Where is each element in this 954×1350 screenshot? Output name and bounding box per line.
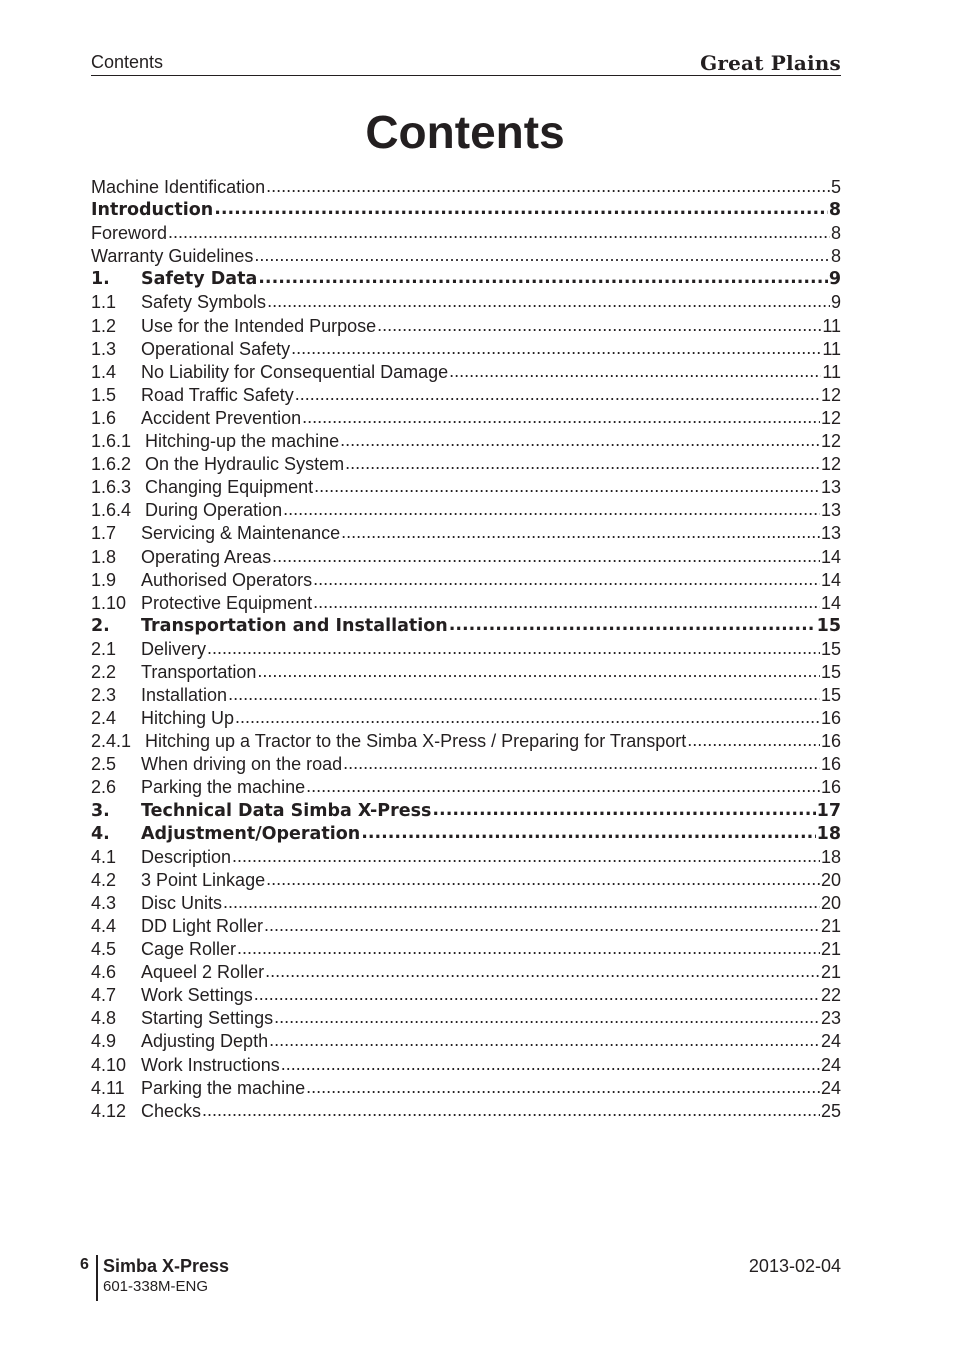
dot-leader — [272, 545, 820, 568]
dot-leader — [228, 683, 820, 706]
footer-divider — [96, 1255, 98, 1301]
toc-entry[interactable] — [91, 661, 841, 684]
toc-entry-title: Technical Data Simba X-Press — [141, 800, 432, 821]
dot-leader — [313, 568, 820, 591]
toc-entry-title: Changing Equipment — [145, 477, 314, 498]
toc-entry-number: 2.4 — [91, 708, 117, 729]
toc-entry-page: 16 — [820, 708, 841, 729]
dot-leader — [281, 1053, 820, 1076]
dot-leader — [449, 360, 821, 383]
toc-entry-title: Authorised Operators — [141, 569, 313, 590]
toc-entry-page: 21 — [820, 939, 841, 960]
toc-entry-title: Servicing & Maintenance — [141, 523, 341, 544]
toc-entry[interactable] — [91, 569, 841, 592]
toc-entry-number: 1.9 — [91, 569, 117, 590]
toc-entry-page: 11 — [822, 338, 841, 359]
toc-entry-number: 1.6.1 — [91, 431, 132, 452]
toc-entry[interactable] — [91, 407, 841, 430]
toc-entry-title: Hitching-up the machine — [145, 431, 340, 452]
toc-entry-number: 2.1 — [91, 638, 117, 659]
toc-entry-title: Description — [141, 846, 232, 867]
toc-entry-number: 2.3 — [91, 685, 117, 706]
toc-entry[interactable] — [91, 823, 841, 846]
toc-entry[interactable] — [91, 800, 841, 823]
toc-entry-page: 12 — [820, 431, 841, 452]
toc-entry-number: 4.1 — [91, 846, 117, 867]
footer-date: 2013-02-04 — [748, 1256, 841, 1276]
toc-entry-number: 4.7 — [91, 985, 117, 1006]
dot-leader — [254, 983, 820, 1006]
toc-entry[interactable] — [91, 430, 841, 453]
toc-entry-title: Operating Areas — [141, 546, 272, 567]
toc-entry-title: Hitching Up — [141, 708, 235, 729]
toc-entry-number: 1.5 — [91, 384, 117, 405]
toc-entry-number: 1.6 — [91, 407, 117, 428]
toc-entry-page: 8 — [830, 223, 841, 244]
dot-leader — [341, 521, 820, 544]
toc-entry-number: 2.5 — [91, 754, 117, 775]
toc-entry-title: Use for the Intended Purpose — [141, 315, 377, 336]
toc-entry-page: 15 — [820, 661, 841, 682]
toc-entry-title: Hitching up a Tractor to the Simba X-Press / Preparing for Transport — [145, 731, 687, 752]
dot-leader — [223, 891, 820, 914]
dot-leader — [283, 498, 820, 521]
toc-entry-number: 1.6.4 — [91, 500, 132, 521]
toc-entry-title: Disc Units — [141, 892, 223, 913]
toc-entry[interactable] — [91, 546, 841, 569]
toc-entry-page: 14 — [820, 592, 841, 613]
dot-leader — [343, 752, 820, 775]
toc-entry[interactable] — [91, 315, 841, 338]
dot-leader — [265, 960, 820, 983]
toc-entry-title: Road Traffic Safety — [141, 384, 294, 405]
dot-leader — [232, 845, 820, 868]
toc-entry-page: 9 — [830, 292, 841, 313]
toc-entry-page: 24 — [820, 1031, 841, 1052]
toc-entry-page: 18 — [820, 846, 841, 867]
footer-product-name: Simba X-Press — [103, 1256, 230, 1276]
toc-entry[interactable] — [91, 176, 841, 199]
toc-entry-page: 23 — [820, 1008, 841, 1029]
toc-entry-page: 9 — [828, 269, 841, 290]
toc-entry-number: 1.7 — [91, 523, 117, 544]
toc-entry-number: 4.5 — [91, 939, 117, 960]
toc-entry[interactable] — [91, 915, 841, 938]
toc-entry-page: 12 — [820, 407, 841, 428]
toc-entry[interactable] — [91, 938, 841, 961]
dot-leader — [295, 383, 820, 406]
toc-entry[interactable] — [91, 199, 841, 222]
toc-entry-page: 11 — [822, 361, 841, 382]
page-header — [91, 50, 841, 76]
toc-entry[interactable] — [91, 1030, 841, 1053]
toc-entry-number: 1.2 — [91, 315, 117, 336]
dot-leader — [266, 868, 820, 891]
toc-entry-title: Work Instructions — [141, 1054, 280, 1075]
toc-entry-title: Introduction — [91, 200, 214, 221]
toc-entry-page: 20 — [820, 869, 841, 890]
dot-leader — [361, 822, 815, 845]
toc-entry-number: 4.12 — [91, 1100, 127, 1121]
toc-entry[interactable] — [91, 499, 841, 522]
toc-entry[interactable] — [91, 453, 841, 476]
dot-leader — [314, 475, 820, 498]
toc-entry[interactable] — [91, 892, 841, 915]
toc-entry-page: 13 — [820, 500, 841, 521]
toc-entry-page: 13 — [820, 523, 841, 544]
toc-entry-page: 21 — [820, 962, 841, 983]
toc-entry-page: 17 — [816, 800, 841, 821]
toc-entry[interactable] — [91, 684, 841, 707]
toc-entry[interactable] — [91, 753, 841, 776]
dot-leader — [258, 267, 828, 290]
dot-leader — [449, 614, 816, 637]
toc-entry-page: 21 — [820, 916, 841, 936]
toc-entry-title: Checks — [141, 1100, 202, 1121]
toc-entry[interactable] — [91, 1054, 841, 1077]
toc-entry[interactable] — [91, 707, 841, 730]
toc-entry-page: 18 — [816, 823, 841, 844]
footer-document-code: 601-338M-ENG — [103, 1278, 209, 1295]
toc-entry-number: 1.6.3 — [91, 477, 132, 498]
toc-entry-number: 1.10 — [91, 592, 127, 613]
toc-entry-title: Delivery — [141, 638, 207, 659]
dot-leader — [340, 429, 820, 452]
toc-entry-page: 20 — [820, 892, 841, 913]
table-of-contents — [91, 176, 841, 1123]
toc-entry-number: 3. — [91, 800, 110, 821]
toc-entry-title: Installation — [141, 685, 228, 706]
toc-entry-title: Protective Equipment — [141, 592, 313, 613]
toc-entry-title: Parking the machine — [141, 1077, 306, 1098]
dot-leader — [207, 637, 820, 660]
toc-entry-number: 4.3 — [91, 892, 117, 913]
toc-entry-number: 1.8 — [91, 546, 117, 567]
dot-leader — [306, 775, 820, 798]
toc-entry-number: 2. — [91, 615, 110, 636]
toc-entry[interactable] — [91, 222, 841, 245]
footer-page-number: 6 — [80, 1256, 89, 1273]
toc-entry-page: 15 — [820, 685, 841, 706]
dot-leader — [345, 452, 820, 475]
dot-leader — [302, 406, 820, 429]
toc-entry-page: 24 — [820, 1077, 841, 1098]
toc-entry-title: When driving on the road — [141, 754, 343, 775]
toc-entry-page: 15 — [820, 638, 841, 659]
dot-leader — [266, 175, 830, 198]
toc-entry-title: Transportation — [141, 661, 257, 682]
toc-entry[interactable] — [91, 592, 841, 615]
toc-entry-number: 4.11 — [91, 1077, 125, 1098]
toc-entry-number: 1.4 — [91, 361, 117, 382]
toc-entry-page: 5 — [830, 177, 841, 197]
toc-entry-title: On the Hydraulic System — [145, 454, 345, 475]
page-title: Contents — [365, 106, 565, 158]
toc-entry-number: 2.6 — [91, 777, 117, 798]
toc-entry[interactable] — [91, 776, 841, 799]
toc-entry-page: 8 — [828, 200, 841, 221]
toc-entry-number: 1.3 — [91, 338, 117, 359]
dot-leader — [257, 660, 820, 683]
dot-leader — [269, 1029, 820, 1052]
toc-entry-number: 4.4 — [91, 916, 117, 936]
toc-entry-title: DD Light Roller — [141, 916, 264, 936]
toc-entry-title: 3 Point Linkage — [141, 869, 266, 890]
toc-entry-number: 2.2 — [91, 661, 117, 682]
toc-entry[interactable] — [91, 961, 841, 984]
toc-entry-page: 11 — [822, 315, 841, 336]
toc-entry[interactable] — [91, 245, 841, 268]
dot-leader — [235, 706, 820, 729]
toc-entry-title: Machine Identification — [91, 177, 266, 197]
toc-entry[interactable] — [91, 291, 841, 314]
toc-entry-title: Foreword — [91, 223, 168, 244]
toc-entry[interactable] — [91, 846, 841, 869]
toc-entry[interactable] — [91, 730, 841, 753]
toc-entry-number: 2.4.1 — [91, 731, 132, 752]
toc-entry[interactable] — [91, 1077, 841, 1100]
dot-leader — [687, 729, 820, 752]
toc-entry-title: Transportation and Installation — [141, 615, 448, 636]
toc-entry-page: 14 — [820, 546, 841, 567]
toc-entry-number: 4.6 — [91, 962, 117, 983]
toc-entry-page: 16 — [820, 754, 841, 775]
dot-leader — [377, 314, 821, 337]
toc-entry[interactable] — [91, 522, 841, 545]
toc-entry-title: Safety Data — [141, 269, 258, 290]
toc-entry-title: No Liability for Consequential Damage — [141, 361, 449, 382]
toc-entry-number: 4. — [91, 823, 110, 844]
toc-entry-title: Work Settings — [141, 985, 253, 1006]
dot-leader — [214, 198, 828, 221]
dot-leader — [264, 914, 820, 937]
toc-entry-title: Accident Prevention — [141, 407, 302, 428]
toc-entry-page: 22 — [820, 985, 841, 1006]
toc-entry-page: 16 — [820, 777, 841, 798]
toc-entry-title: Operational Safety — [141, 338, 291, 359]
toc-entry-number: 4.2 — [91, 869, 117, 890]
toc-entry[interactable] — [91, 869, 841, 892]
dot-leader — [432, 799, 815, 822]
brand-logo-text: Great Plains — [700, 51, 841, 75]
dot-leader — [267, 290, 830, 313]
toc-entry-title: Warranty Guidelines — [91, 246, 254, 267]
toc-entry-title: Aqueel 2 Roller — [141, 962, 265, 983]
toc-entry[interactable] — [91, 1007, 841, 1030]
toc-entry-title: Cage Roller — [141, 939, 237, 960]
toc-entry-page: 25 — [820, 1100, 841, 1121]
toc-entry-page: 16 — [820, 731, 841, 752]
toc-entry[interactable] — [91, 338, 841, 361]
toc-entry[interactable] — [91, 1100, 841, 1123]
toc-entry-page: 12 — [820, 454, 841, 475]
toc-entry-title: Adjustment/Operation — [141, 823, 361, 844]
dot-leader — [291, 337, 821, 360]
dot-leader — [237, 937, 820, 960]
toc-entry-page: 12 — [820, 384, 841, 405]
toc-entry[interactable] — [91, 476, 841, 499]
dot-leader — [254, 244, 830, 267]
toc-entry-number: 4.9 — [91, 1031, 117, 1052]
toc-entry-page: 14 — [820, 569, 841, 590]
toc-entry-title: Safety Symbols — [141, 292, 267, 313]
toc-entry[interactable] — [91, 638, 841, 661]
toc-entry-page: 15 — [816, 615, 841, 636]
dot-leader — [202, 1099, 820, 1122]
toc-entry-number: 1.1 — [91, 292, 117, 313]
toc-entry-title: During Operation — [145, 500, 283, 521]
toc-entry-page: 8 — [830, 246, 841, 267]
toc-entry-page: 13 — [820, 477, 841, 498]
toc-entry-page: 24 — [820, 1054, 841, 1075]
toc-entry[interactable] — [91, 361, 841, 384]
toc-entry-number: 4.10 — [91, 1054, 127, 1075]
dot-leader — [168, 221, 830, 244]
toc-entry[interactable] — [91, 984, 841, 1007]
toc-entry[interactable] — [91, 268, 841, 291]
toc-entry-number: 4.8 — [91, 1008, 117, 1029]
dot-leader — [306, 1076, 820, 1099]
toc-entry-title: Adjusting Depth — [141, 1031, 269, 1052]
toc-entry[interactable] — [91, 615, 841, 638]
toc-entry-title: Starting Settings — [141, 1008, 274, 1029]
dot-leader — [274, 1006, 820, 1029]
dot-leader — [313, 591, 820, 614]
toc-entry-number: 1.6.2 — [91, 454, 132, 475]
header-section-label: Contents — [91, 52, 164, 72]
toc-entry[interactable] — [91, 384, 841, 407]
toc-entry-number: 1. — [91, 269, 110, 290]
toc-entry-title: Parking the machine — [141, 777, 306, 798]
